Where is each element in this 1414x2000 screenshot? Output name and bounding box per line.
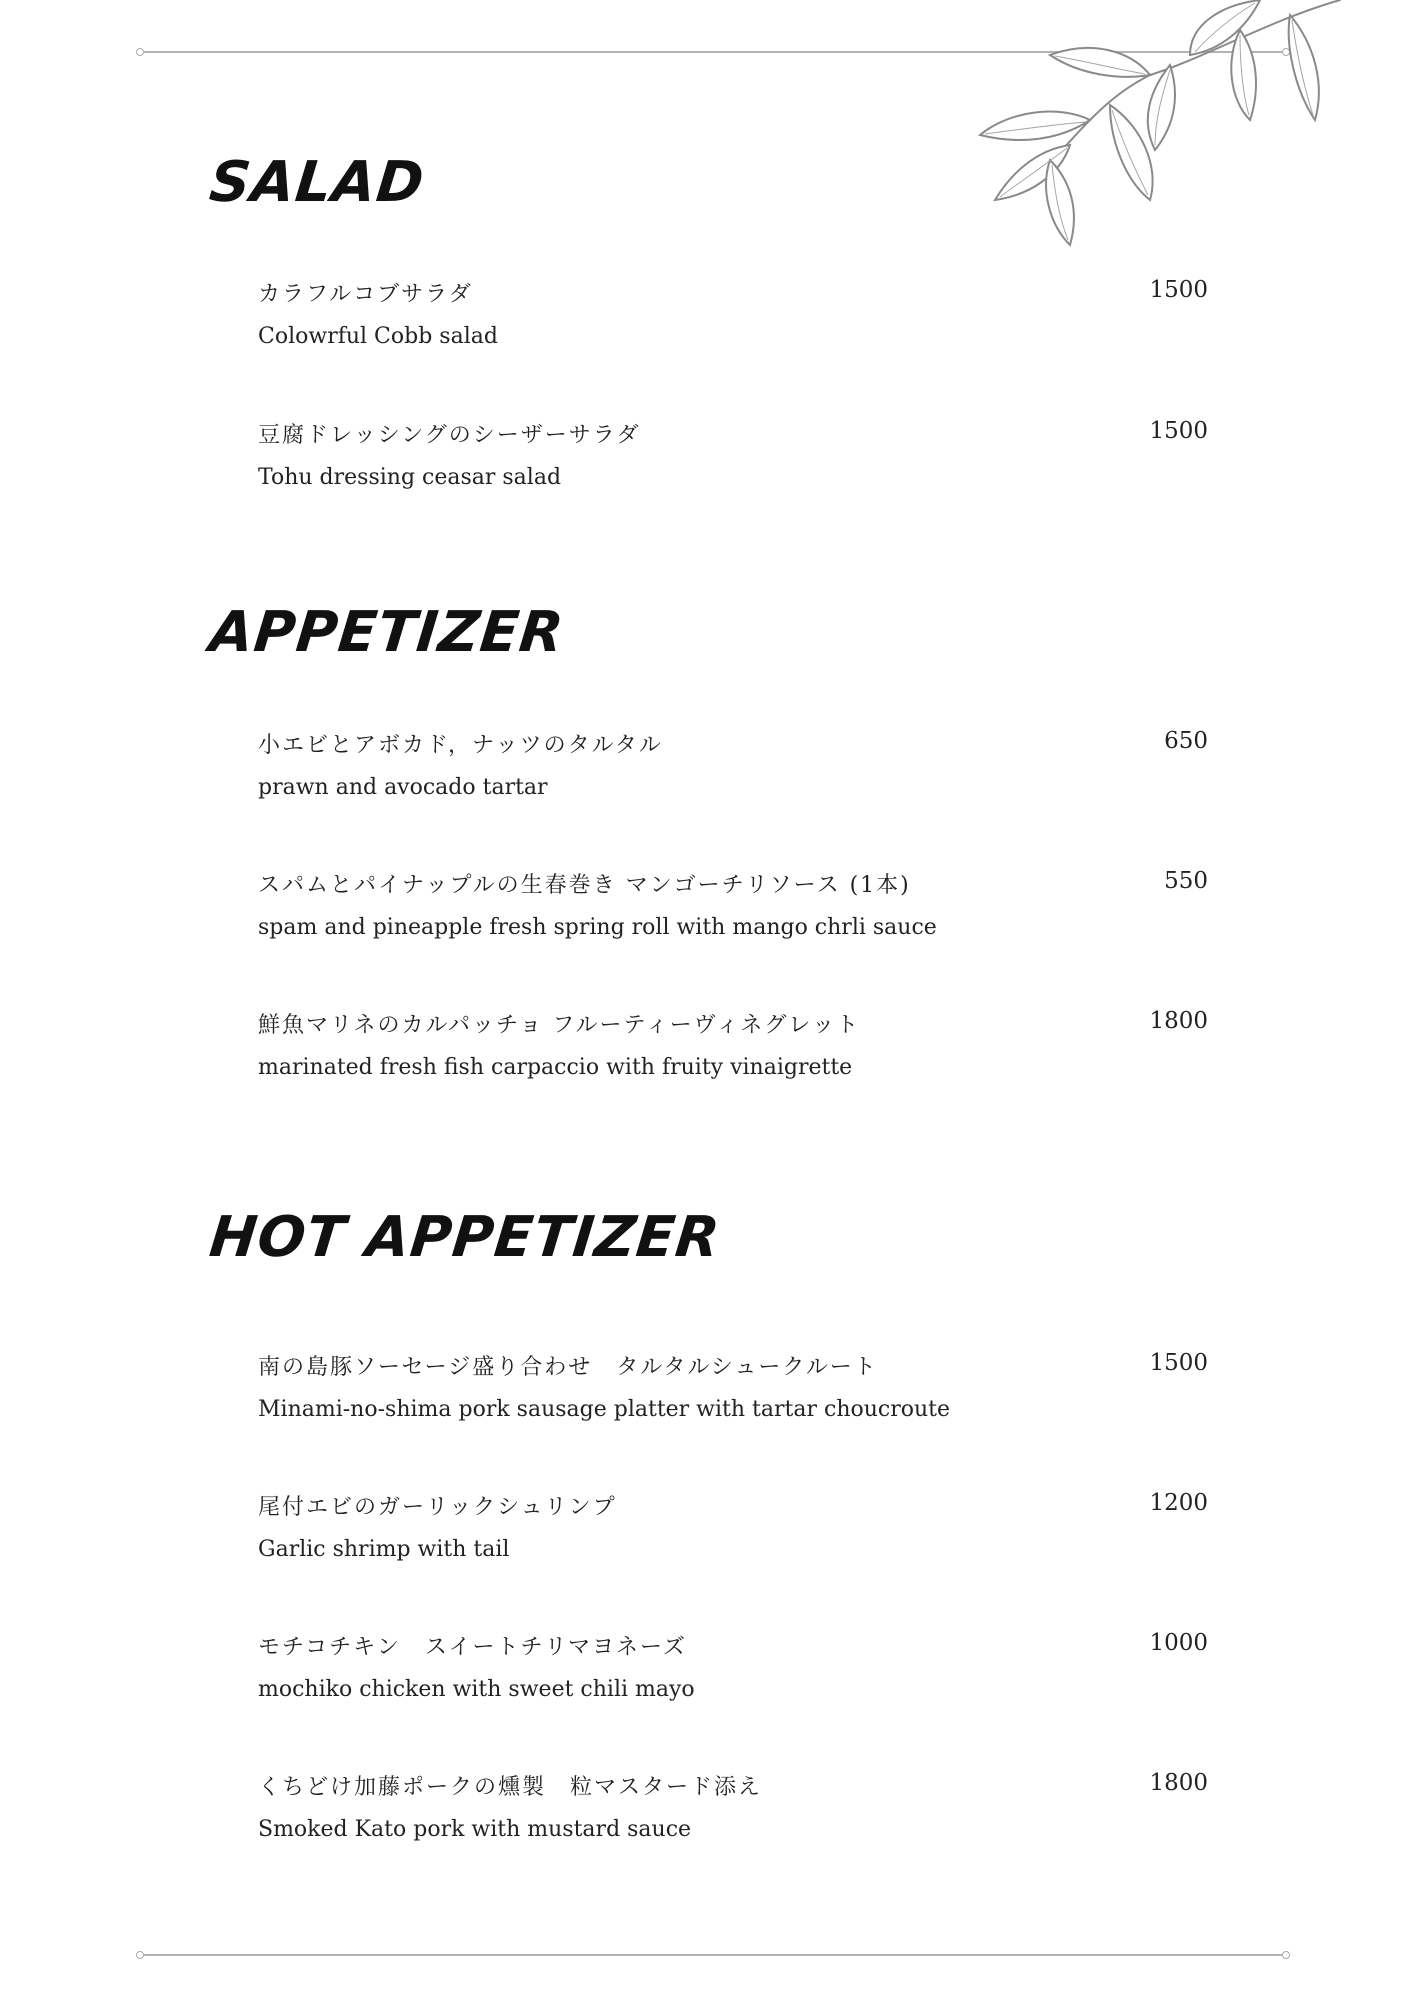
item-name-jp: 鮮魚マリネのカルパッチョ フルーティーヴィネグレット (258, 1013, 861, 1038)
item-price: 1800 (1149, 1770, 1208, 1796)
menu-item (258, 728, 1208, 818)
item-price: 1200 (1149, 1490, 1208, 1516)
item-name-en: mochiko chicken with sweet chili mayo (258, 1677, 695, 1702)
item-price: 1500 (1149, 418, 1208, 444)
menu-item (258, 418, 1208, 508)
menu-item (258, 1490, 1208, 1580)
menu-item (258, 1008, 1208, 1098)
item-name-jp: カラフルコブサラダ (258, 282, 473, 307)
item-name-jp: 南の島豚ソーセージ盛り合わせ タルタルシュークルート (258, 1355, 878, 1380)
item-name-jp: スパムとパイナップルの生春巻き マンゴーチリソース (1本) (258, 873, 911, 898)
item-price: 1800 (1149, 1008, 1208, 1034)
item-name-en: prawn and avocado tartar (258, 775, 548, 800)
item-name-jp: 小エビとアボカド，ナッツのタルタル (258, 733, 663, 758)
item-name-en: spam and pineapple fresh spring roll with mango chrli sauce (258, 915, 937, 940)
section-title: APPETIZER (206, 600, 568, 665)
leaf-branch-icon (940, 0, 1360, 260)
item-name-en: Smoked Kato pork with mustard sauce (258, 1817, 692, 1842)
menu-item (258, 868, 1208, 958)
item-name-en: Minami-no-shima pork sausage platter with tartar choucroute (258, 1397, 951, 1422)
item-name-jp: 豆腐ドレッシングのシーザーサラダ (258, 423, 641, 448)
menu-item (258, 1630, 1208, 1720)
item-name-en: Garlic shrimp with tail (258, 1537, 510, 1562)
item-name-en: Tohu dressing ceasar salad (258, 465, 562, 490)
item-name-en: Colowrful Cobb salad (258, 324, 498, 349)
item-price: 650 (1164, 728, 1208, 754)
item-price: 1000 (1149, 1630, 1208, 1656)
menu-item (258, 1350, 1208, 1440)
section-title: SALAD (206, 150, 428, 215)
menu-item (258, 277, 1208, 367)
menu-item (258, 1770, 1208, 1860)
section-title: HOT APPETIZER (206, 1205, 724, 1270)
item-name-jp: くちどけ加藤ポークの燻製 粒マスタード添え (258, 1775, 763, 1800)
bottom-divider (144, 1954, 1282, 1956)
item-price: 1500 (1149, 277, 1208, 303)
item-price: 1500 (1149, 1350, 1208, 1376)
item-price: 550 (1164, 868, 1208, 894)
item-name-en: marinated fresh fish carpaccio with fruity vinaigrette (258, 1055, 853, 1080)
item-name-jp: 尾付エビのガーリックシュリンプ (258, 1495, 617, 1520)
item-name-jp: モチコチキン スイートチリマヨネーズ (258, 1635, 687, 1660)
